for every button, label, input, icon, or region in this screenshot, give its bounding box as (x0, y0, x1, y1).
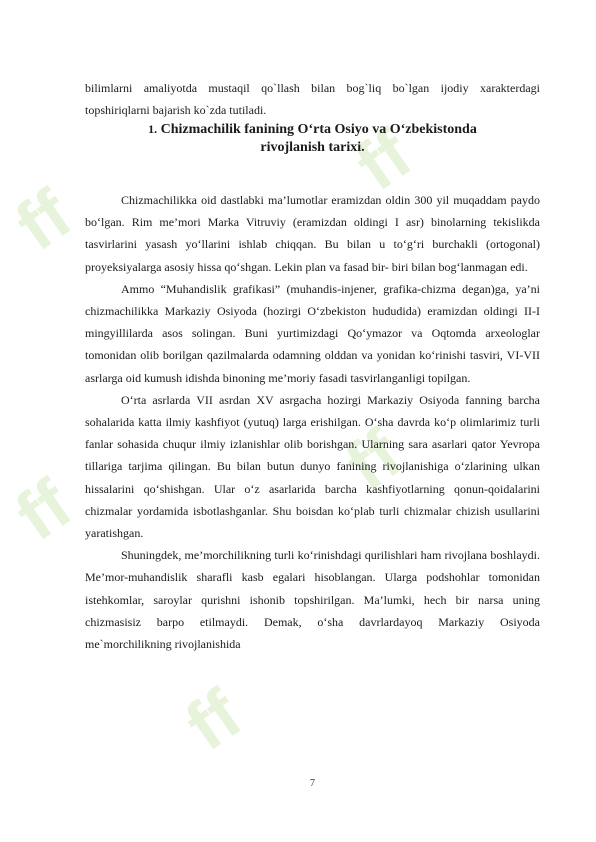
section-title-part2: rivojlanish tarixi. (260, 140, 365, 155)
page-number: 7 (310, 778, 315, 789)
watermark-logo: ff (331, 414, 415, 506)
watermark-logo: ff (1, 464, 85, 556)
section-heading-line1 (85, 120, 540, 139)
watermark-logo: ff (1, 174, 85, 266)
intro-paragraph: bilimlarni amaliyotda mustaqil qo`llash bilan bog`liq bo`lgan ijodiy xarakterdagi topshiriqlarni bajarish ko`zda tutiladi. (85, 81, 540, 117)
paragraph: Chizmachilikka oid dastlabki ma’lumotlar eramizdan oldin 300 yil muqaddam paydo bo‘lgan. Rim me’mori Marka Vitruviy (eramizdan oldingi I asr) binolarning tekislikda tasvirlarini yasash yo‘llarini ishlab chiqqan. Bu bilan u to‘g‘ri burchakli (ortogonal) proyeksiyalarga asosiy hissa qo‘shgan. Lekin plan va fasad bir- biri bilan bog‘lanmagan edi. (85, 193, 540, 274)
section-body (85, 189, 540, 655)
section-number: 1. (148, 122, 158, 136)
paragraph: Ammo “Muhandislik grafikasi” (muhandis-injener, grafika-chizma degan)ga, ya’ni chizmachilikka Markaziy Osiyoda (hozirgi O‘zbekiston hududida) eramizdan oldingi II-I mingyillilarda asos solingan. Buni yurtimizdagi Qo‘ymazor va Oqtomda arxeologlar tomonidan olib borilgan qazilmalarda odamning olddan va yonidan ko‘rinishi tasviri, VI-VII asrlarga oid kumush idishda binoning me’moriy fasadi tasvirlanganligi topilgan. (85, 281, 540, 385)
section-title-part1: Chizmachilik fanining O‘rta Osiyo va O‘zbekistonda (160, 122, 477, 137)
section-heading (85, 120, 540, 157)
paragraph: Shuningdek, me’morchilikning turli ko‘rinishdagi qurilishlari ham rivojlana boshlaydi. Me’mor-muhandislik sharafli kasb egalari hisoblangan. Ularga podshohlar tomonidan istehkomlar, saroylar qurishni ishonib topshirilgan. Ma’lumki, hech bir narsa uning chizmasisiz barpo etilmaydi. Demak, o‘sha davrlardayoq Markaziy Osiyoda me`morchilikning rivojlanishida (85, 548, 540, 652)
paragraph: O‘rta asrlarda VII asrdan XV asrgacha hozirgi Markaziy Osiyoda fanning barcha sohalarida katta ilmiy kashfiyot (yutuq) larga erishilgan. O‘sha davrda ko‘p olimlarimiz turli fanlar sohasida chuqur ilmiy izlanishlar olib borishgan. Ularning sara asarlari qator Yevropa tillariga tarjima qilingan. Bu bilan butun dunyo fanining rivojlanishiga o‘zlarining ulkan hissalarini qo‘shishgan. Ular o‘z asarlarida barcha kashfiyotlarning qonun-qoidalarini chizmalar yordamida isbotlashganlar. Shu boisdan ko‘plab turli chizmalar chizish usullarini yaratishgan. (85, 392, 540, 541)
watermark-logo: ff (341, 114, 425, 206)
watermark-logo: ff (171, 674, 255, 766)
